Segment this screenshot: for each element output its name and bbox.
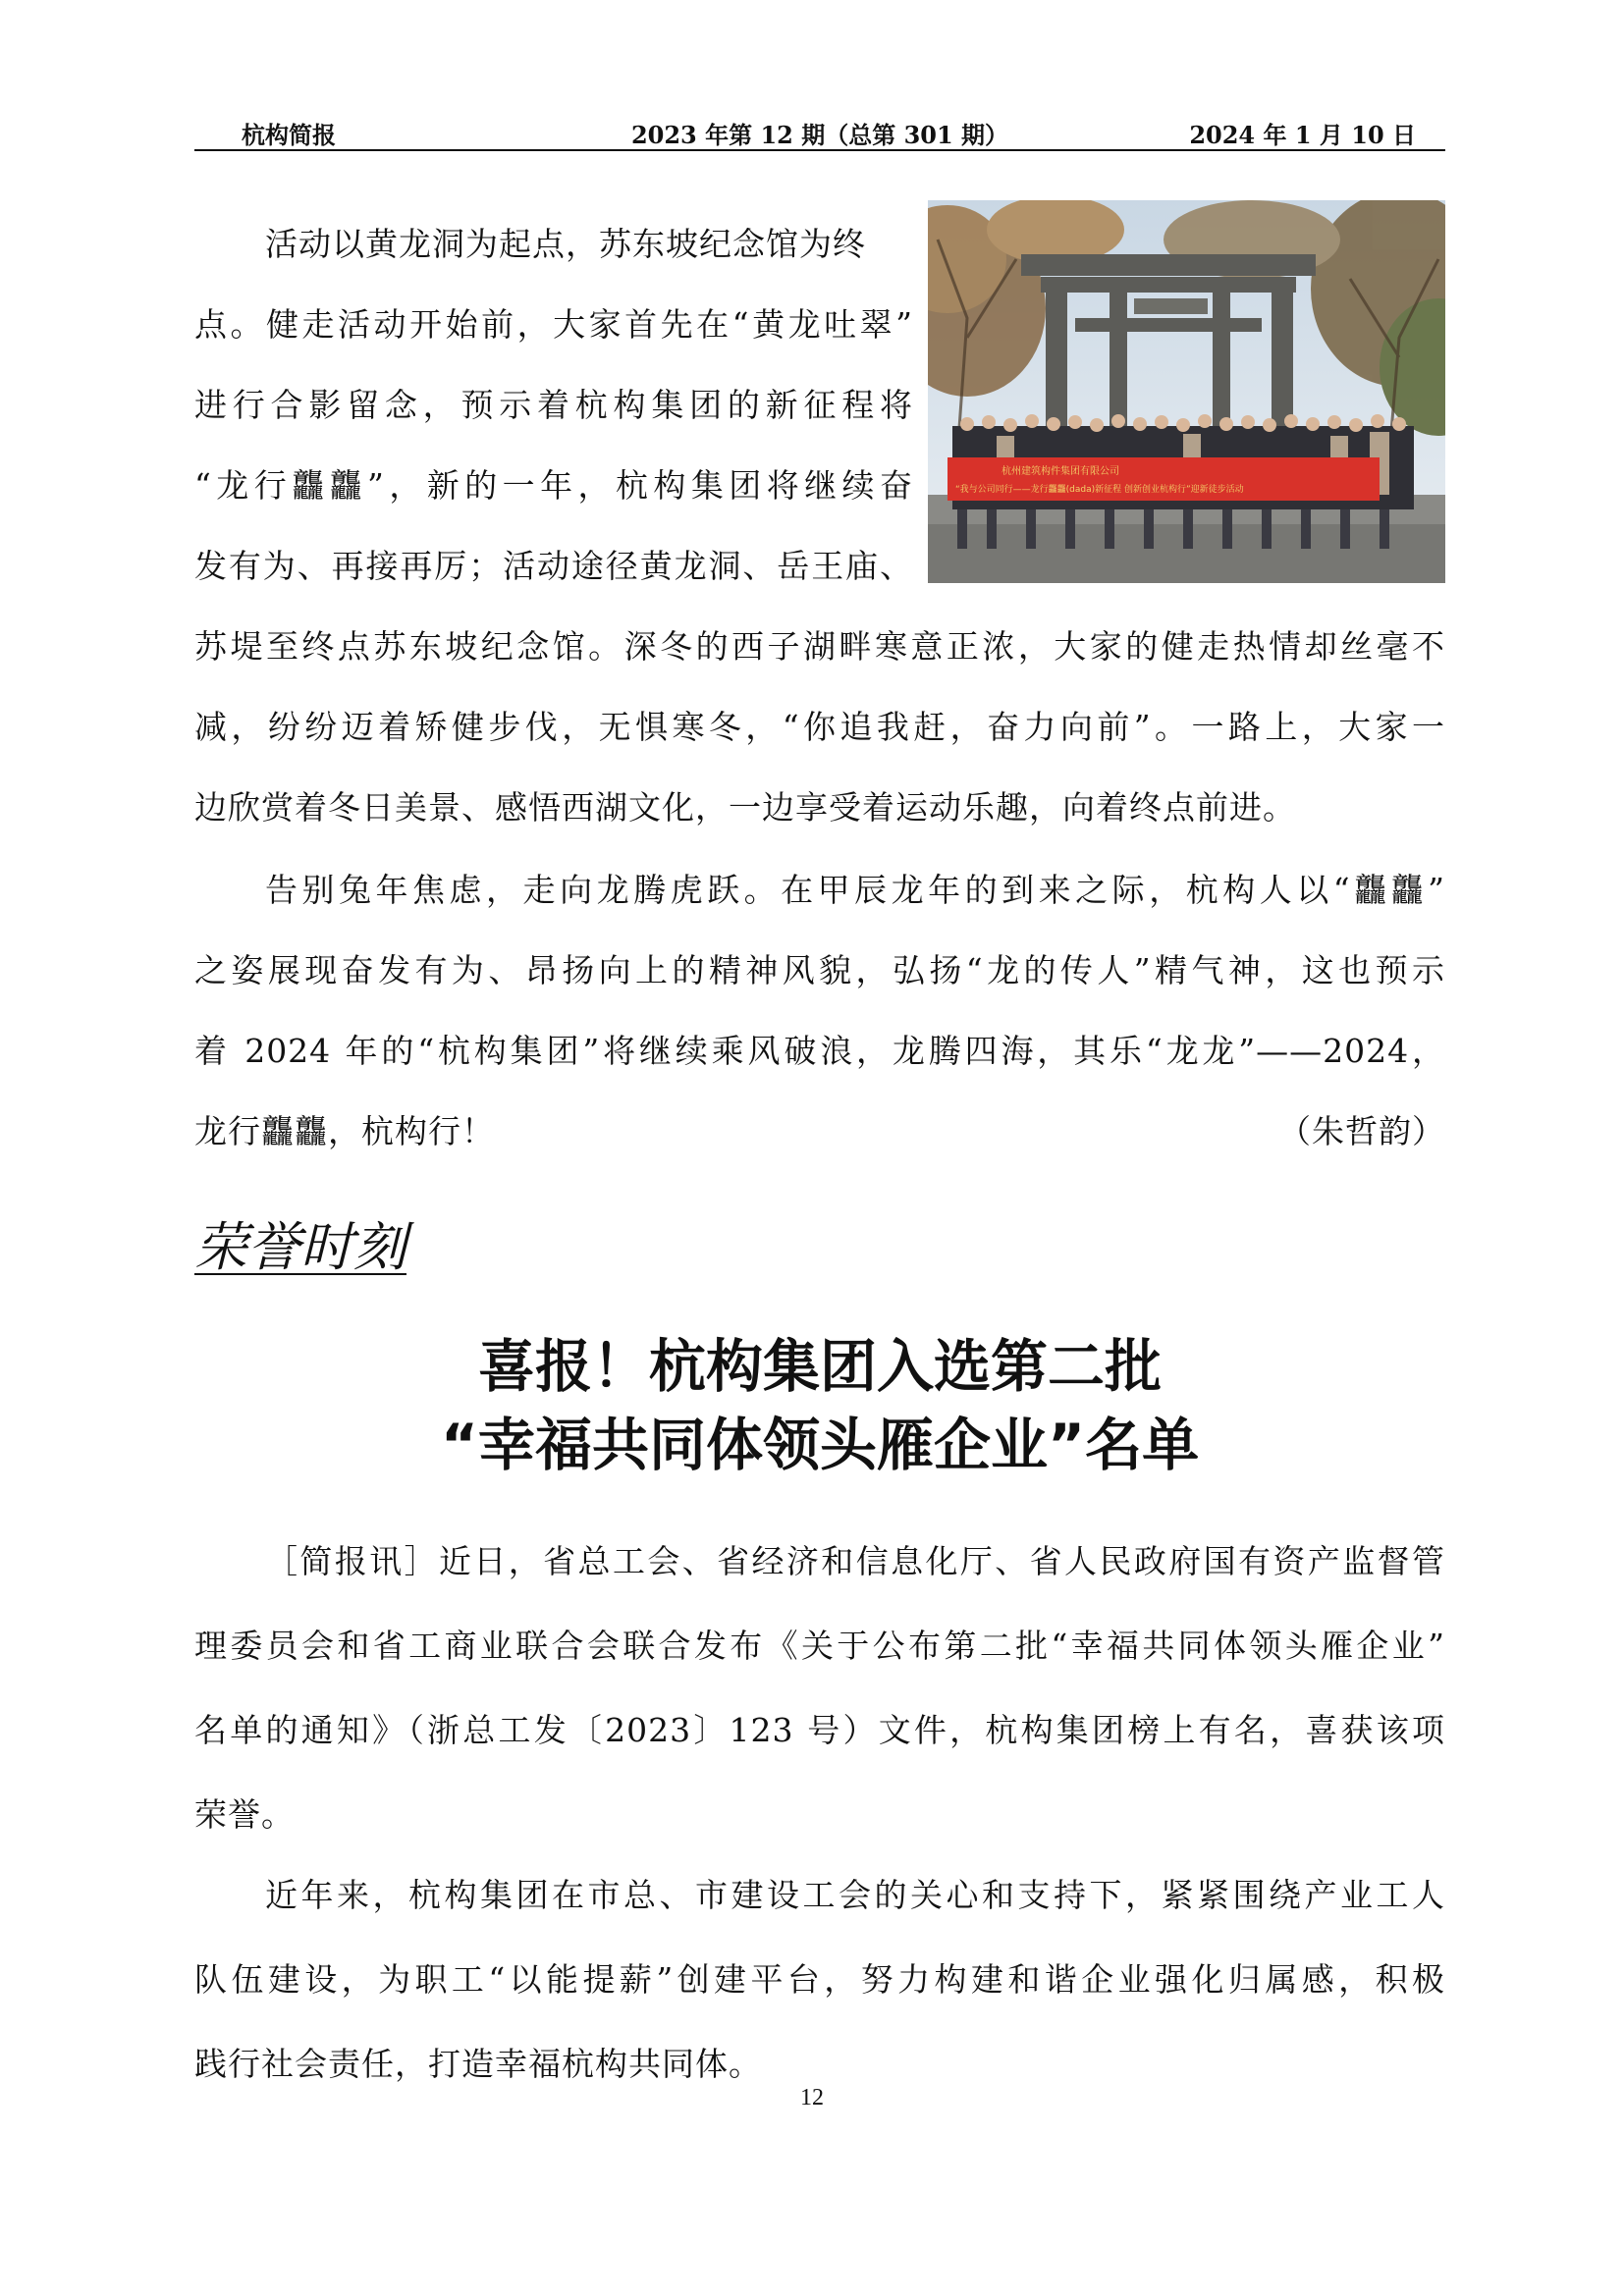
text-line: 着 2024 年的“杭构集团”将继续乘风破浪，龙腾四海，其乐“龙龙”——2024，	[194, 1032, 1445, 1070]
text-line: 之姿展现奋发有为、昂扬向上的精神风貌，弘扬“龙的传人”精气神，这也预示	[194, 951, 1445, 989]
group-photo	[928, 200, 1445, 583]
text-line-last	[194, 1092, 1445, 1172]
text-line: 减，纷纷迈着矫健步伐，无惧寒冬，“你追我赶，奋力向前”。一路上，大家一	[194, 708, 1445, 746]
page-header	[194, 116, 1445, 151]
text-line: 近年来，杭构集团在市总、市建设工会的关心和支持下，紧紧围绕产业工人	[265, 1876, 1445, 1914]
text-line: 活动以黄龙洞为起点，苏东坡纪念馆为终	[265, 225, 866, 263]
section-heading: 荣誉时刻	[194, 1216, 406, 1278]
page-number: 12	[800, 2085, 824, 2110]
text-line: 发有为、再接再厉；活动途径黄龙洞、岳王庙、	[194, 547, 913, 585]
banner-text-line1: 杭州建筑构件集团有限公司	[1001, 466, 1119, 477]
text-line: 践行社会责任，打造幸福杭构共同体。	[194, 2045, 762, 2083]
text-line: “龙行龘龘”，新的一年，杭构集团将继续奋	[194, 466, 913, 505]
text-line: 点。健走活动开始前，大家首先在“黄龙吐翠”	[194, 305, 913, 344]
text-line: 苏堤至终点苏东坡纪念馆。深冬的西子湖畔寒意正浓，大家的健走热情却丝毫不	[194, 627, 1445, 666]
text-line: 告别兔年焦虑，走向龙腾虎跃。在甲辰龙年的到来之际，杭构人以“龘龘”	[265, 871, 1445, 909]
header-date: 2024 年 1 月 10 日	[1189, 121, 1416, 149]
text-line: 名单的通知》（浙总工发〔2023〕123 号）文件，杭构集团榜上有名，喜获该项	[194, 1711, 1445, 1749]
text-line: 边欣赏着冬日美景、感悟西湖文化，一边享受着运动乐趣，向着终点前进。	[194, 788, 1296, 827]
article2-title-line2: “幸福共同体领头雁企业”名单	[440, 1412, 1200, 1478]
closing-text: 龙行龘龘，杭构行！	[194, 1112, 495, 1150]
article2-paragraph2	[194, 1853, 1445, 2107]
text-line: 理委员会和省工商业联合会联合发布《关于公布第二批“幸福共同体领头雁企业”	[194, 1627, 1445, 1665]
article2-paragraph1	[194, 1520, 1445, 1857]
banner-text-line2: “我与公司同行——龙行龘龘(dada)新征程 创新创业杭构行”迎新徒步活动	[955, 485, 1244, 495]
text-line: 队伍建设，为职工“以能提薪”创建平台，努力构建和谐企业强化归属感，积极	[194, 1960, 1445, 1999]
article1-paragraph1-continued	[194, 607, 1445, 848]
article1-paragraph1	[194, 204, 913, 607]
article1-paragraph2	[194, 850, 1445, 1172]
text-line: 荣誉。	[194, 1795, 295, 1834]
header-rule	[194, 149, 1445, 151]
author-credit: （朱哲韵）	[1278, 1112, 1445, 1150]
text-line: ［简报讯］近日，省总工会、省经济和信息化厅、省人民政府国有资产监督管	[265, 1542, 1445, 1580]
header-issue-number: 2023 年第 12 期（总第 301 期）	[630, 121, 1009, 149]
article2-title-line1: 喜报！杭构集团入选第二批	[477, 1333, 1162, 1400]
text-line: 进行合影留念，预示着杭构集团的新征程将	[194, 386, 913, 424]
header-publication-name: 杭构简报	[242, 121, 336, 149]
